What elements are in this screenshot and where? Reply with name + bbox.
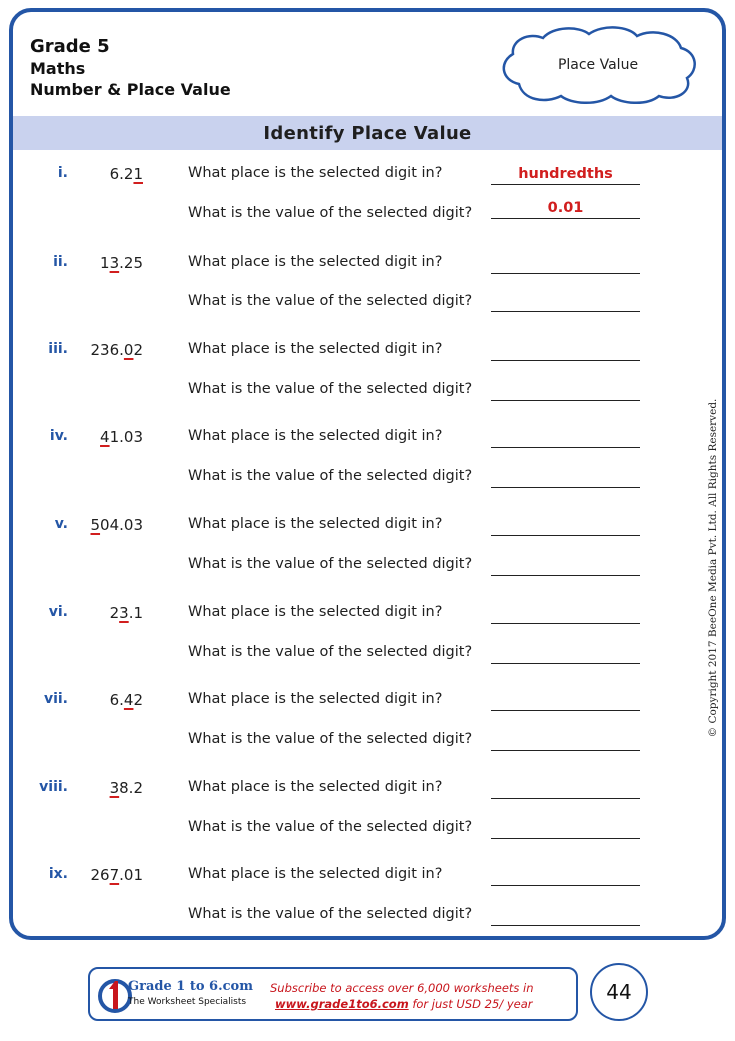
question-numeral: iv. [49,428,68,444]
question-item [0,604,735,684]
question-numeral: vi. [48,604,68,620]
place-answer-field[interactable] [491,604,640,624]
selected-digit: 3 [109,254,120,272]
place-answer-field[interactable] [491,428,640,448]
question-item [0,254,735,334]
website-link[interactable]: www.grade1to6.com [275,997,409,1011]
cloud-label: Place Value [557,57,639,73]
place-answer-field[interactable] [491,341,640,361]
question-item [0,516,735,596]
question-number: 23.1 [109,604,143,622]
place-question: What place is the selected digit in? [188,428,443,444]
worksheet-header [30,36,231,100]
place-question: What place is the selected digit in? [188,254,443,270]
value-question: What is the value of the selected digit? [188,906,473,922]
promo-text-line2: www.grade1to6.com for just USD 25/ year [275,997,533,1011]
value-answer-field[interactable] [491,468,640,488]
value-question: What is the value of the selected digit? [188,468,473,484]
place-answer-field[interactable] [491,866,640,886]
question-number: 6.42 [109,691,143,709]
footer-banner [88,967,578,1021]
question-item [0,866,735,946]
place-answer-field[interactable] [491,254,640,274]
question-number: 13.25 [100,254,143,272]
selected-digit: 3 [119,604,129,622]
question-numeral: iii. [48,341,68,357]
subject-label: Maths [30,59,86,78]
value-question: What is the value of the selected digit? [188,381,473,397]
question-numeral: ii. [53,254,68,270]
value-answer-field[interactable] [491,381,640,401]
selected-digit: 0 [123,341,134,359]
question-item [0,428,735,508]
selected-digit: 4 [100,428,110,446]
question-number: 267.01 [90,866,143,884]
worksheet-title: Identify Place Value [263,122,472,144]
promo-text: Subscribe to access over 6,000 worksheets in [270,981,534,995]
question-numeral: viii. [39,779,68,795]
title-band [13,116,722,150]
place-answer-field[interactable]: hundredths [491,165,640,185]
grade-label: Grade 5 [30,36,110,57]
topic-cloud-badge [497,24,699,106]
value-answer-field[interactable] [491,644,640,664]
question-item [0,691,735,771]
place-question: What place is the selected digit in? [188,866,443,882]
value-question: What is the value of the selected digit? [188,819,473,835]
place-question: What place is the selected digit in? [188,691,443,707]
selected-digit: 4 [123,691,134,709]
value-answer-field[interactable] [491,292,640,312]
question-numeral: ix. [48,866,68,882]
question-number: 41.03 [100,428,143,446]
place-question: What place is the selected digit in? [188,165,443,181]
selected-digit: 7 [109,866,120,884]
value-answer-field[interactable] [491,819,640,839]
value-answer-field[interactable] [491,731,640,751]
value-question: What is the value of the selected digit? [188,205,473,221]
place-question: What place is the selected digit in? [188,779,443,795]
question-item [0,341,735,421]
place-answer-field[interactable] [491,516,640,536]
question-number: 236.02 [90,341,143,359]
place-answer-field[interactable] [491,691,640,711]
place-question: What place is the selected digit in? [188,604,443,620]
grade1to6-logo-icon [96,975,132,1013]
question-item [0,165,735,245]
selected-digit: 5 [90,516,101,534]
value-question: What is the value of the selected digit? [188,644,473,660]
question-number: 6.21 [109,165,143,183]
value-question: What is the value of the selected digit? [188,293,473,309]
footer-brand: Grade 1 to 6.com [128,979,253,994]
question-numeral: v. [54,516,68,532]
question-number: 504.03 [90,516,143,534]
page-number: 44 [590,963,648,1021]
value-answer-field[interactable]: 0.01 [491,199,640,219]
place-question: What place is the selected digit in? [188,341,443,357]
value-question: What is the value of the selected digit? [188,731,473,747]
value-answer-field[interactable] [491,906,640,926]
place-answer-field[interactable] [491,779,640,799]
selected-digit: 1 [133,165,143,183]
question-numeral: vii. [43,691,68,707]
footer-tagline: The Worksheet Specialists [128,997,247,1007]
value-question: What is the value of the selected digit? [188,556,473,572]
place-question: What place is the selected digit in? [188,516,443,532]
topic-label: Number & Place Value [30,80,231,99]
question-numeral: i. [57,165,68,181]
value-answer-field[interactable] [491,556,640,576]
question-number: 38.2 [109,779,143,797]
selected-digit: 3 [109,779,120,797]
question-item [0,779,735,859]
